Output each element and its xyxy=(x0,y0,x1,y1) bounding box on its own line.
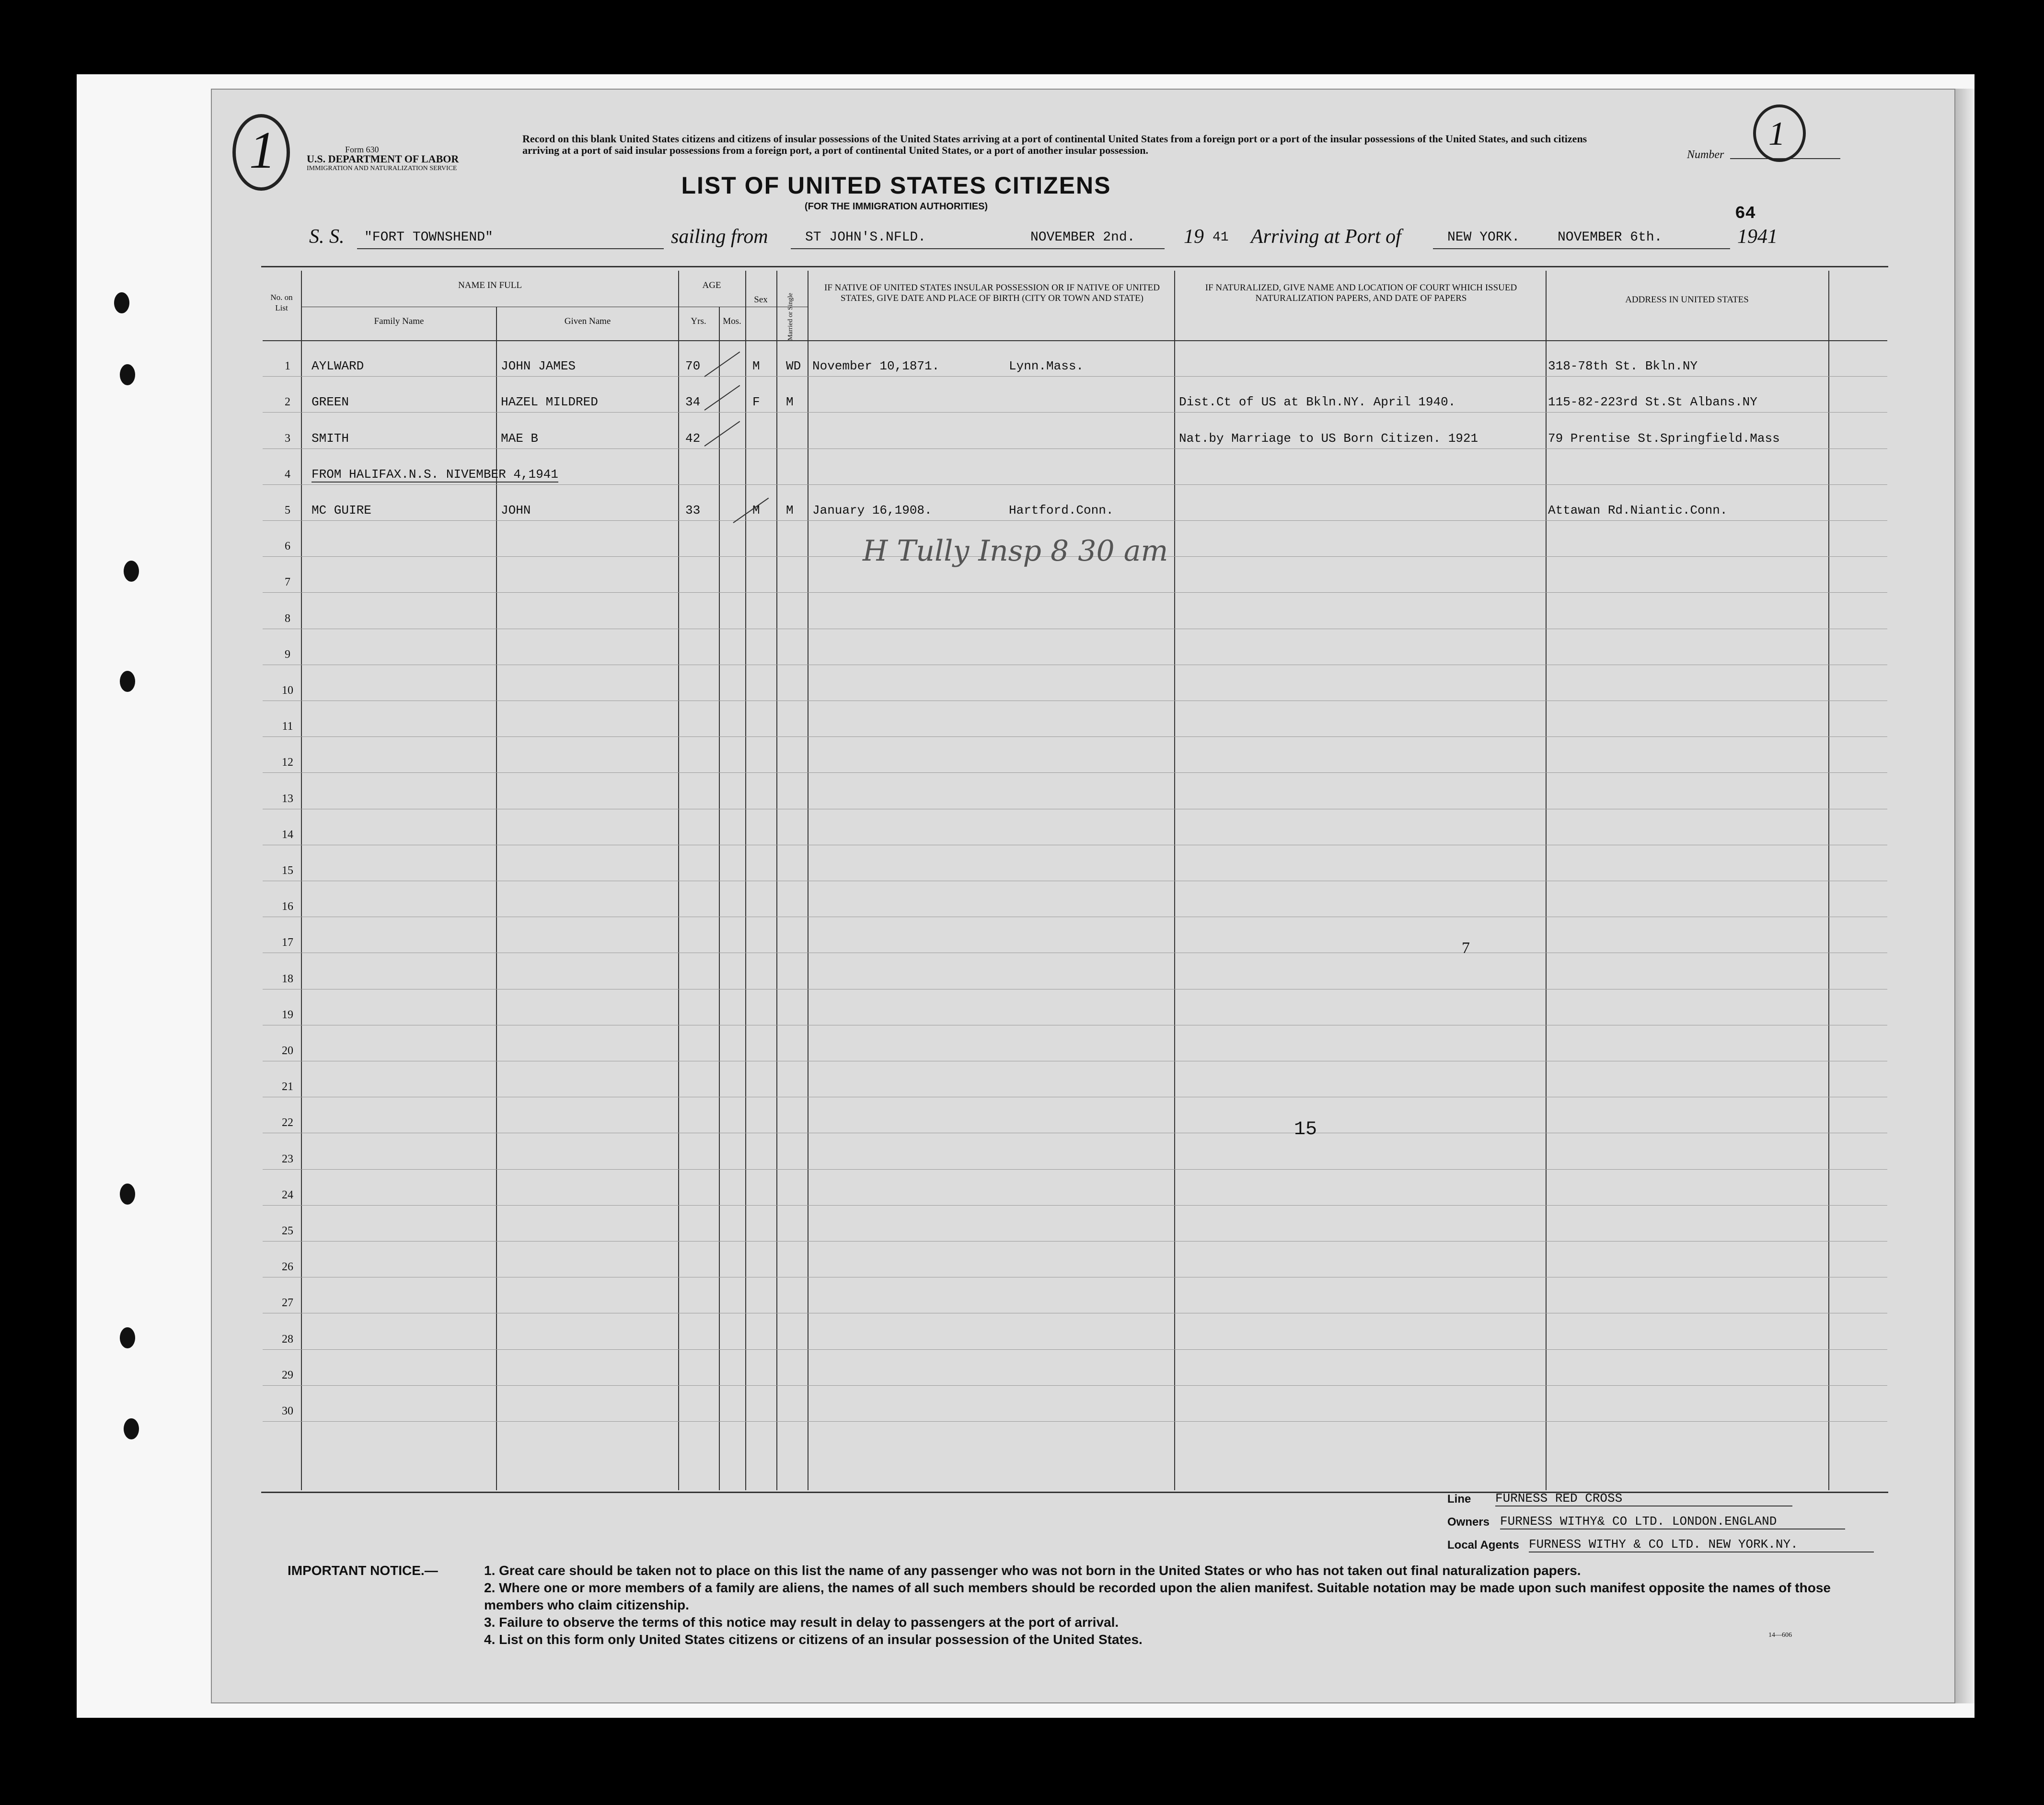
row-rule xyxy=(263,376,1887,377)
address-cell: 318-78th St. Bkln.NY xyxy=(1548,359,1698,374)
form-identifier xyxy=(307,145,459,173)
punch-hole xyxy=(114,292,129,313)
stray-mark: 7 xyxy=(1462,939,1470,957)
punch-hole xyxy=(124,1418,139,1439)
given-name-cell: MAE B xyxy=(501,431,539,446)
passenger-table xyxy=(261,266,1888,1493)
address-cell: Attawan Rd.Niantic.Conn. xyxy=(1548,503,1728,517)
row-number: 10 xyxy=(282,684,293,697)
row-number: 3 xyxy=(285,432,290,445)
row-number: 19 xyxy=(282,1008,293,1021)
header-no: No. on List xyxy=(270,293,293,312)
family-name-cell: AYLWARD xyxy=(312,359,364,374)
corner-mark: 1 xyxy=(249,121,276,179)
given-name-cell: JOHN JAMES xyxy=(501,359,576,374)
row-number: 29 xyxy=(282,1368,293,1381)
to-underline xyxy=(1433,248,1730,249)
punch-hole xyxy=(120,671,135,692)
punch-hole xyxy=(124,561,139,582)
row-rule xyxy=(263,412,1887,413)
arriving-label: Arriving at Port of xyxy=(1251,226,1401,248)
row-rule xyxy=(263,1169,1887,1170)
birth-date-cell: January 16,1908. xyxy=(812,503,932,517)
row-number: 12 xyxy=(282,756,293,769)
row-number: 20 xyxy=(282,1045,293,1057)
year-to: 1941 xyxy=(1737,226,1778,248)
year-prefix-from: 19 xyxy=(1184,226,1204,248)
row-rule xyxy=(263,592,1887,593)
notice-label: IMPORTANT NOTICE.— xyxy=(288,1563,438,1578)
sex-cell: M xyxy=(752,359,760,374)
row-number: 27 xyxy=(282,1297,293,1310)
header-mos: Mos. xyxy=(723,316,741,326)
naturalization-cell: Dist.Ct of US at Bkln.NY. April 1940. xyxy=(1179,395,1456,410)
family-name-cell: SMITH xyxy=(312,431,349,446)
notice-item: 2. Where one or more members of a family are aliens, the names of all such members should be recorded upon the alien manifest. Suitable notation may be made upon such manifest opposite the names of those members who claim citizenship. xyxy=(484,1580,1831,1612)
row-number: 25 xyxy=(282,1225,293,1237)
line-value: FURNESS RED CROSS xyxy=(1495,1491,1792,1506)
marital-status-cell: M xyxy=(786,395,794,410)
header-family-name: Family Name xyxy=(374,316,424,326)
header-given-name: Given Name xyxy=(564,316,611,326)
row-rule xyxy=(263,1385,1887,1386)
header-yrs: Yrs. xyxy=(691,316,706,326)
row-number: 4 xyxy=(285,468,290,481)
header-address: ADDRESS IN UNITED STATES xyxy=(1625,295,1749,305)
sex-cell: M xyxy=(752,503,760,517)
header-native: IF NATIVE OF UNITED STATES INSULAR POSSESSION OR IF NATIVE OF UNITED STATES, GIVE DATE AND PLACE OF BIRTH (CITY OR TOWN AND STATE) xyxy=(824,283,1160,303)
row-rule xyxy=(263,520,1887,521)
from-underline xyxy=(791,248,1165,249)
department-name: U.S. DEPARTMENT OF LABOR xyxy=(307,153,459,165)
row-number: 30 xyxy=(282,1405,293,1417)
owners-value: FURNESS WITHY& CO LTD. LONDON.ENGLAND xyxy=(1500,1514,1845,1529)
row-number: 5 xyxy=(285,504,290,517)
row-number: 28 xyxy=(282,1333,293,1345)
address-cell: 79 Prentise St.Springfield.Mass xyxy=(1548,431,1780,446)
age-cell: 42 xyxy=(685,431,701,446)
row-number: 6 xyxy=(285,540,290,553)
row-number: 16 xyxy=(282,900,293,913)
given-name-cell: HAZEL MILDRED xyxy=(501,395,598,410)
row-rule xyxy=(263,448,1887,449)
naturalization-cell: Nat.by Marriage to US Born Citizen. 1921 xyxy=(1179,431,1478,446)
row-rule xyxy=(263,736,1887,737)
age-cell: 33 xyxy=(685,503,701,517)
row-rule xyxy=(263,1421,1887,1422)
sex-cell: F xyxy=(752,395,760,410)
print-code: 14—606 xyxy=(1768,1632,1792,1639)
row-number: 24 xyxy=(282,1188,293,1201)
year-from: 41 xyxy=(1213,230,1229,245)
punch-hole xyxy=(120,1184,135,1205)
notice-item: 4. List on this form only United States citizens or citizens of an insular possession of the United States. xyxy=(484,1632,1143,1647)
marital-status-cell: WD xyxy=(786,359,801,374)
marital-status-cell: M xyxy=(786,503,794,517)
row-number: 18 xyxy=(282,972,293,985)
row-number: 26 xyxy=(282,1261,293,1274)
sailing-from-label: sailing from xyxy=(671,226,768,248)
header-bottom xyxy=(263,340,1887,341)
ship-name: "FORT TOWNSHEND" xyxy=(364,230,493,245)
service-name: IMMIGRATION AND NATURALIZATION SERVICE xyxy=(307,165,457,172)
ship-underline xyxy=(357,248,664,249)
row-number: 23 xyxy=(282,1152,293,1165)
row-number: 17 xyxy=(282,936,293,949)
header-age: AGE xyxy=(702,280,721,290)
birth-place-cell: Hartford.Conn. xyxy=(1009,503,1114,517)
punch-hole xyxy=(120,364,135,385)
page-subtitle: (FOR THE IMMIGRATION AUTHORITIES) xyxy=(804,201,988,212)
date-to: NOVEMBER 6th. xyxy=(1558,230,1663,245)
row-rule xyxy=(263,1349,1887,1350)
row-number: 13 xyxy=(282,792,293,805)
number-label: Number xyxy=(1687,149,1724,161)
family-name-cell: MC GUIRE xyxy=(312,503,371,517)
page-edges xyxy=(1955,89,1975,1703)
agents-label: Local Agents xyxy=(1447,1539,1519,1552)
birth-place-cell: Lynn.Mass. xyxy=(1009,359,1084,374)
family-name-cell: GREEN xyxy=(312,395,349,410)
row-number: 15 xyxy=(282,864,293,877)
notice-item: 3. Failure to observe the terms of this notice may result in delay to passengers at the port of arrival. xyxy=(484,1615,1119,1630)
important-notice xyxy=(288,1562,1869,1648)
page-number: 15 xyxy=(1294,1119,1317,1140)
ss-label: S. S. xyxy=(309,226,345,248)
notice-item: 1. Great care should be taken not to place on this list the name of any passenger who was not born in the United States or who has not taken out final naturalization papers. xyxy=(484,1563,1581,1578)
date-from: NOVEMBER 2nd. xyxy=(1030,230,1135,245)
header-naturalized: IF NATURALIZED, GIVE NAME AND LOCATION OF COURT WHICH ISSUED NATURALIZATION PAPERS, AND DATE OF PAPERS xyxy=(1205,283,1517,303)
agents-value: FURNESS WITHY & CO LTD. NEW YORK.NY. xyxy=(1529,1537,1874,1552)
form-number: Form 630 xyxy=(345,145,379,154)
row-rule xyxy=(263,1241,1887,1242)
row-number: 21 xyxy=(282,1081,293,1093)
row-number: 2 xyxy=(285,396,290,409)
punch-hole xyxy=(120,1327,135,1348)
row-number: 9 xyxy=(285,648,290,661)
row-rule xyxy=(263,1205,1887,1206)
row-number: 14 xyxy=(282,828,293,841)
port-from: ST JOHN'S.NFLD. xyxy=(805,230,926,245)
line-label: Line xyxy=(1447,1493,1471,1506)
given-name-cell: JOHN xyxy=(501,503,531,517)
row-number: 22 xyxy=(282,1116,293,1129)
header-name-in-full: NAME IN FULL xyxy=(458,280,522,290)
inspector-note: H Tully Insp 8 30 am xyxy=(863,534,1168,568)
age-cell: 34 xyxy=(685,395,701,410)
port-to: NEW YORK. xyxy=(1447,230,1520,245)
row-number: 1 xyxy=(285,360,290,373)
row-rule xyxy=(263,484,1887,485)
row-rule xyxy=(263,772,1887,773)
sheet-mark: 64 xyxy=(1735,204,1756,223)
birth-date-cell: November 10,1871. xyxy=(812,359,940,374)
age-cell: 70 xyxy=(685,359,701,374)
form-instructions: Record on this blank United States citizens and citizens of insular possessions of the United States arriving at a port of continental United States from a foreign port or a port of the insular possessions of the United States, and such citizens arriving at a port of said insular possessions from a foreign port, a port of continental United States, or a port of another insular possession. xyxy=(522,133,1587,156)
page-title: LIST OF UNITED STATES CITIZENS xyxy=(681,172,1111,199)
row-number: 7 xyxy=(285,576,290,589)
family-name-cell: FROM HALIFAX.N.S. NIVEMBER 4,1941 xyxy=(312,467,558,482)
address-cell: 115-82-223rd St.St Albans.NY xyxy=(1548,395,1757,410)
header-sex: Sex xyxy=(754,295,768,305)
header-married-single: Married or Single xyxy=(787,293,794,341)
row-number: 11 xyxy=(282,720,293,733)
owners-label: Owners xyxy=(1447,1516,1490,1529)
row-number: 8 xyxy=(285,612,290,625)
number-value: 1 xyxy=(1768,115,1785,152)
